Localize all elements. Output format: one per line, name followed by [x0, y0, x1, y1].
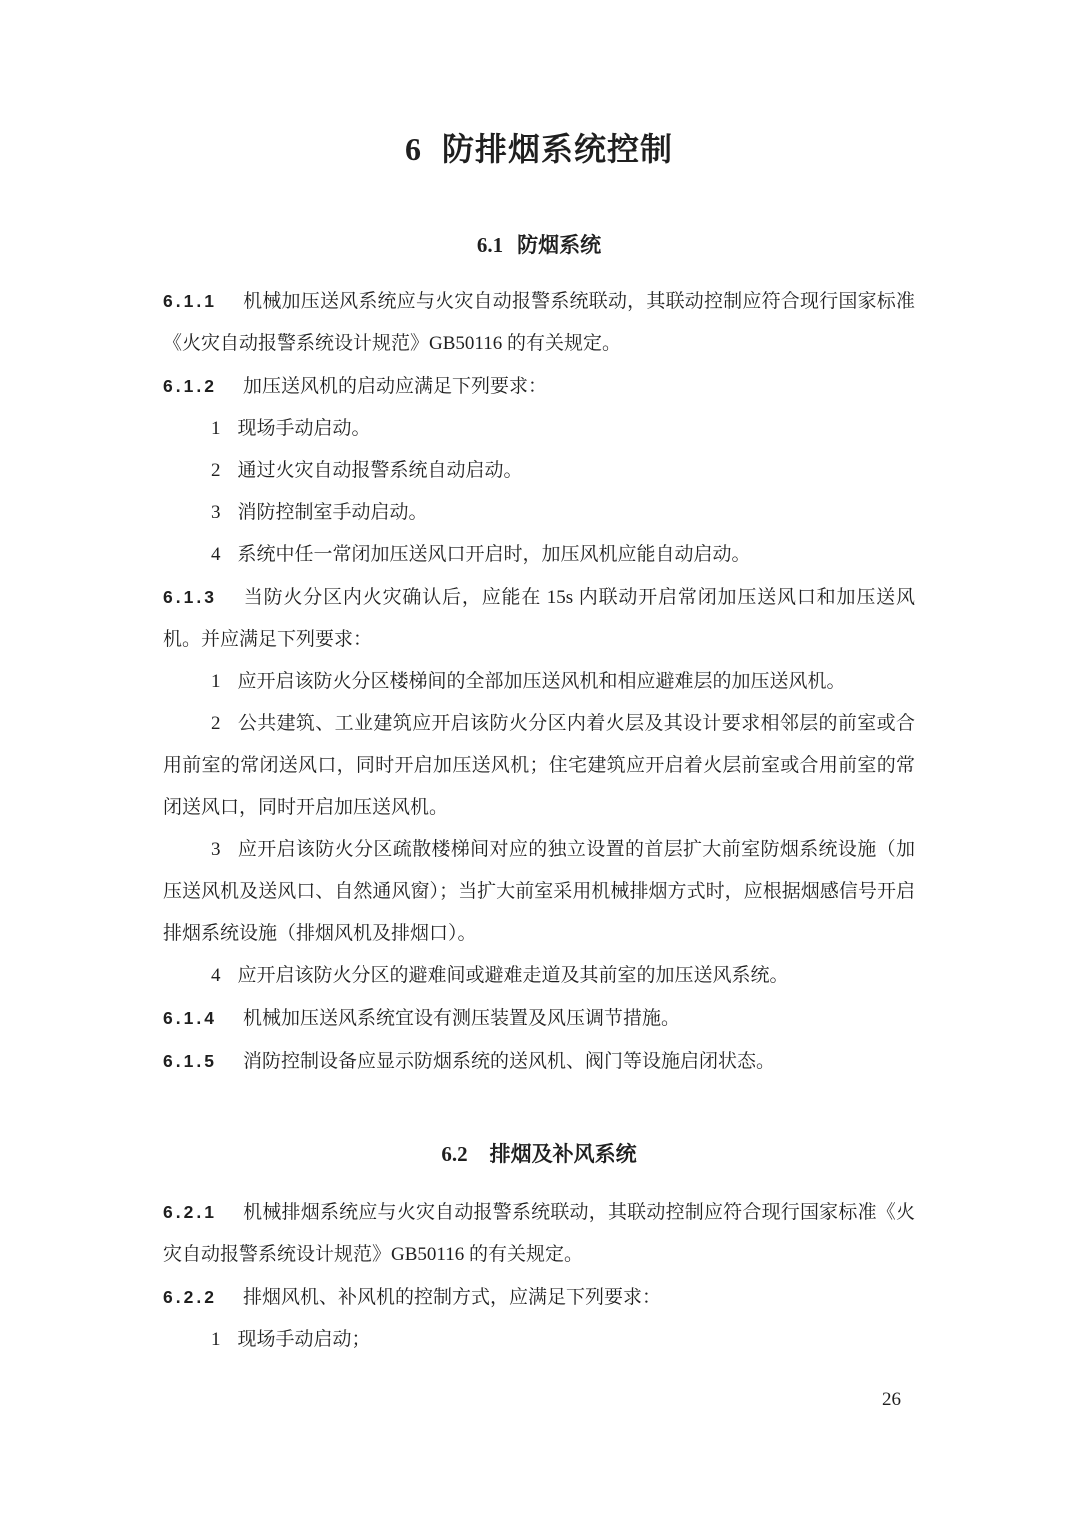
section-heading-text: 排烟及补风系统	[489, 1142, 637, 1166]
clause-number: 6.1.4	[163, 1008, 217, 1028]
list-item	[163, 661, 915, 703]
item-text: 系统中任一常闭加压送风口开启时，加压风机应能自动启动。	[237, 544, 751, 565]
clause-6-1-5	[163, 1040, 915, 1083]
item-text: 现场手动启动。	[237, 418, 371, 439]
item-text: 应开启该防火分区的避难间或避难走道及其前室的加压送风系统。	[237, 965, 789, 986]
chapter-number: 6	[404, 131, 422, 167]
clause-number: 6.1.1	[163, 291, 217, 311]
section-number: 6.2	[441, 1142, 468, 1166]
item-number: 3	[211, 839, 221, 860]
list-item	[163, 1319, 915, 1361]
section-heading-text: 防烟系统	[517, 233, 602, 257]
list-item	[163, 408, 915, 450]
clause-6-1-1	[163, 280, 915, 365]
clause-text: 当防火分区内火灾确认后，应能在 15s 内联动开启常闭加压送风口和加压送风机。并应满足下列要求：	[163, 587, 915, 650]
clause-6-2-2	[163, 1276, 915, 1319]
clause-6-2-1	[163, 1191, 915, 1276]
item-number: 4	[211, 965, 221, 986]
section-number: 6.1	[476, 233, 504, 257]
item-number: 3	[211, 502, 221, 523]
item-text: 消防控制室手动启动。	[237, 502, 428, 523]
item-text: 应开启该防火分区楼梯间的全部加压送风机和相应避难层的加压送风机。	[237, 671, 846, 692]
list-item	[163, 492, 915, 534]
page-number: 26	[882, 1389, 901, 1410]
list-item	[163, 703, 915, 829]
clause-6-1-3	[163, 576, 915, 661]
clause-text: 排烟风机、补风机的控制方式，应满足下列要求：	[242, 1287, 661, 1308]
item-text: 应开启该防火分区疏散楼梯间对应的独立设置的首层扩大前室防烟系统设施（加压送风机及送风口、自然通风窗）；当扩大前室采用机械排烟方式时，应根据烟感信号开启排烟系统设施（排烟风机及排烟口）。	[163, 839, 915, 944]
section-body-6-2	[163, 1191, 915, 1361]
section-heading-6-2	[163, 1139, 915, 1169]
item-text: 现场手动启动；	[237, 1329, 371, 1350]
section-heading-6-1	[163, 230, 915, 260]
clause-number: 6.1.5	[163, 1051, 217, 1071]
item-number: 1	[211, 418, 221, 439]
clause-number: 6.1.2	[163, 376, 217, 396]
clause-text: 消防控制设备应显示防烟系统的送风机、阀门等设施启闭状态。	[242, 1051, 775, 1072]
chapter-title	[163, 126, 915, 172]
clause-text: 加压送风机的启动应满足下列要求：	[242, 376, 547, 397]
item-text: 公共建筑、工业建筑应开启该防火分区内着火层及其设计要求相邻层的前室或合用前室的常闭送风口，同时开启加压送风机；住宅建筑应开启着火层前室或合用前室的常闭送风口，同时开启加压送风机。	[163, 713, 915, 818]
item-number: 1	[211, 671, 221, 692]
item-number: 2	[211, 713, 221, 734]
list-item	[163, 829, 915, 955]
clause-number: 6.2.2	[163, 1287, 217, 1307]
clause-text: 机械加压送风系统应与火灾自动报警系统联动，其联动控制应符合现行国家标准《火灾自动报警系统设计规范》GB50116 的有关规定。	[163, 291, 915, 354]
clause-number: 6.2.1	[163, 1202, 217, 1222]
clause-text: 机械加压送风系统宜设有测压装置及风压调节措施。	[242, 1008, 680, 1029]
item-text: 通过火灾自动报警系统自动启动。	[237, 460, 523, 481]
clause-6-1-2	[163, 365, 915, 408]
list-item	[163, 534, 915, 576]
list-item	[163, 955, 915, 997]
item-number: 1	[211, 1329, 221, 1350]
clause-6-1-4	[163, 997, 915, 1040]
item-number: 4	[211, 544, 221, 565]
item-number: 2	[211, 460, 221, 481]
chapter-title-text: 防排烟系统控制	[441, 131, 673, 167]
section-body-6-1	[163, 280, 915, 1083]
list-item	[163, 450, 915, 492]
clause-number: 6.1.3	[163, 587, 217, 607]
clause-text: 机械排烟系统应与火灾自动报警系统联动，其联动控制应符合现行国家标准《火灾自动报警系统设计规范》GB50116 的有关规定。	[163, 1202, 915, 1265]
